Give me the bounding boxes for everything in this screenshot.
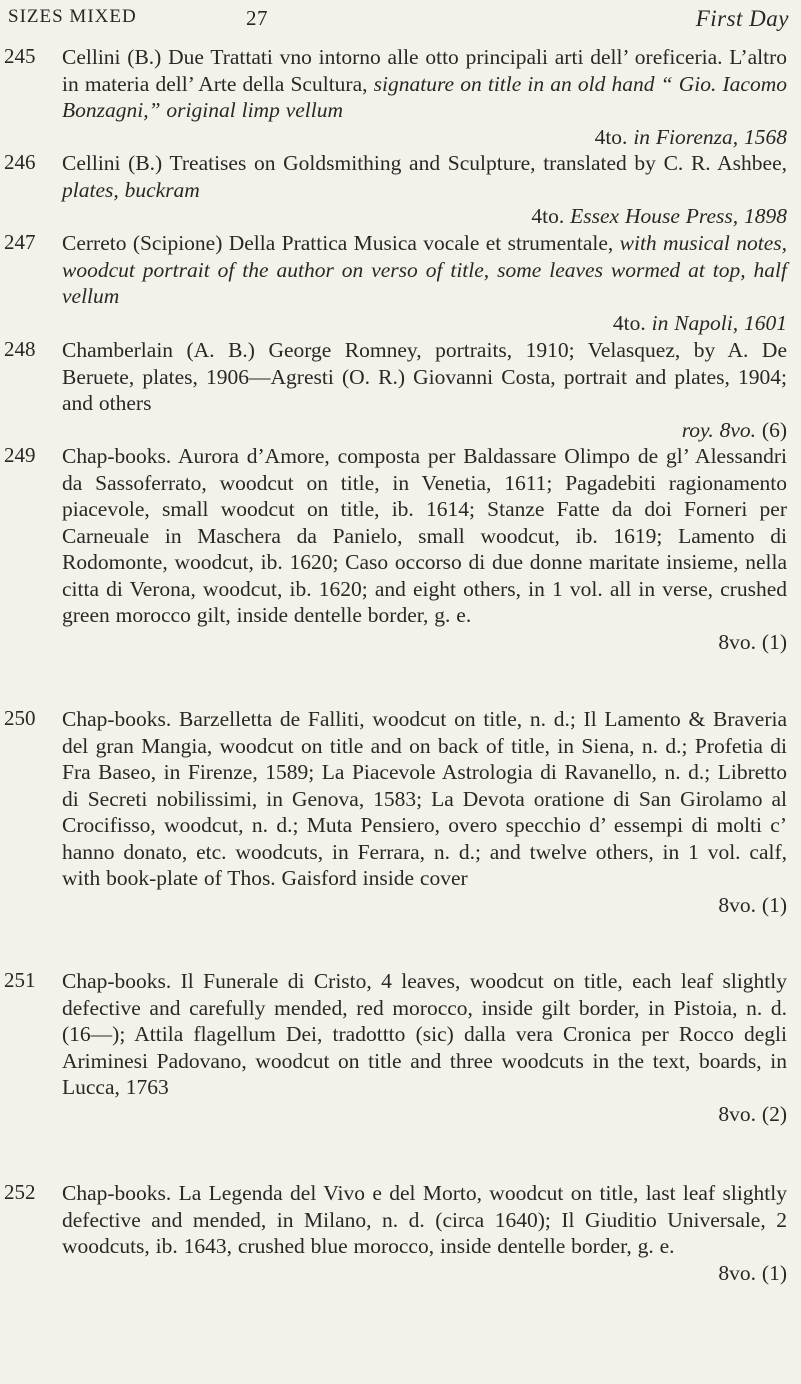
lot-format: 8vo. (718, 892, 757, 917)
lot-title: Chap-books. Barzelletta de Falliti, woodcut on title, n. d.; Il Lamento & Braveria del gran Mangia, woodcut on title and on back of title, in Siena, n. d.; Profetia di Fra Baseo, in Firenze, 1589; La Piacevole Astrologia di Ravanello, n. d.; Libretto di Secreti nobilissimi, in Genova, 1583; La Devota oratione di San Girolamo al Crocifisso, woodcut, n. d.; Muta Pensiero, overo specchio d’ essempi di molti c’ hanno donato, etc. woodcuts, in Ferrara, n. d.; and twelve others, in 1 vol. calf, with book-plate of Thos. Gaisford inside cover (62, 707, 787, 890)
lot-description (62, 968, 787, 1127)
lot-quantity: (1) (761, 892, 787, 917)
lot-format-line (62, 417, 787, 444)
lot-description (62, 230, 787, 336)
lot-number: 249 (4, 443, 36, 467)
lot-format-line (62, 203, 787, 230)
lot-description (62, 337, 787, 443)
lot-imprint: in Napoli, 1601 (651, 310, 787, 335)
lot-description (62, 44, 787, 150)
header-day-title: First Day (695, 6, 789, 31)
header-page-number: 27 (246, 6, 268, 30)
lot-imprint: in Fiorenza, 1568 (633, 124, 787, 149)
lot-format-line (62, 1101, 787, 1128)
lot-description (62, 1180, 787, 1286)
lot-format: 8vo. (718, 1260, 757, 1285)
lot-format-line (62, 310, 787, 337)
lot-number: 247 (4, 230, 36, 254)
lot-title: Cellini (B.) Due Trattati vno intorno alle otto principali arti dell’ oreficeria. L’altro in materia dell’ Arte della Scultura, (62, 45, 787, 96)
lot-title: Cellini (B.) Treatises on Goldsmithing and Sculpture, translated by C. R. Ashbee, (62, 151, 787, 175)
lot-format: 4to. (612, 310, 646, 335)
lot-title: Chamberlain (A. B.) George Romney, portraits, 1910; Velasquez, by A. De Beruete, plates, 1906—Agresti (O. R.) Giovanni Costa, portrait and plates, 1904; and others (62, 338, 787, 415)
lot-description (62, 443, 787, 655)
lot-imprint: Essex House Press, 1898 (570, 204, 787, 228)
lot-quantity: (1) (761, 629, 787, 654)
lot-quantity: (2) (761, 1101, 787, 1126)
lot-format: 8vo. (718, 629, 757, 654)
lot-quantity: (1) (761, 1260, 787, 1285)
lot-number: 245 (4, 44, 36, 68)
lot-format: 8vo. (718, 1101, 757, 1126)
lot-condition-note: with musical notes, woodcut portrait of the author on verso of title, some leaves wormed at top, half vellum (62, 231, 787, 308)
lot-condition-note: plates, buckram (62, 177, 200, 202)
header-section-title: SIZES MIXED (8, 6, 137, 27)
lot-number: 246 (4, 150, 36, 174)
lot-format-line (62, 892, 787, 919)
lot-format: 4to. (531, 204, 565, 228)
lot-number: 250 (4, 706, 36, 730)
lot-description (62, 706, 787, 918)
lot-format-line (62, 124, 787, 151)
lot-description (62, 150, 787, 230)
lot-title: Chap-books. Aurora d’Amore, composta per Baldassare Olimpo de gl’ Alessandri da Sassoferrato, woodcut on title, in Venetia, 1611; Pagadebiti ragionamento piacevole, small woodcut on title, ib. 1614; Stanze Fatte da doi Forneri per Carneuale in Maschera da Panielo, small woodcut, ib. 1619; Lamento di Rodomonte, woodcut, ib. 1620; Caso occorso di due donne maritate insieme, nella citta di Verona, woodcut, ib. 1620; and eight others, in 1 vol. all in verse, crushed green morocco gilt, inside dentelle border, g. e. (62, 444, 787, 627)
lot-title: Chap-books. La Legenda del Vivo e del Morto, woodcut on title, last leaf slightly defective and mended, in Milano, n. d. (circa 1640); Il Giuditio Universale, 2 woodcuts, ib. 1643, crushed blue morocco, inside dentelle border, g. e. (62, 1181, 787, 1258)
lot-number: 252 (4, 1180, 36, 1204)
page-header (4, 6, 789, 36)
lot-title: Cerreto (Scipione) Della Prattica Musica vocale et strumentale, (62, 231, 620, 255)
lot-quantity: (6) (761, 417, 787, 442)
lot-format: 4to. (594, 124, 628, 149)
lot-condition-note: signature on title in an old hand “ Gio. Iacomo Bonzagni,” original limp vellum (62, 71, 787, 122)
lot-format-line (62, 1260, 787, 1287)
lot-title: Chap-books. Il Funerale di Cristo, 4 leaves, woodcut on title, each leaf slightly defective and carefully mended, red morocco, inside gilt border, in Pistoia, n. d. (16—); Attila flagellum Dei, tradottto (sic) dalla vera Cronica per Rocco degli Ariminesi Padovano, woodcut on title and three woodcuts in the text, boards, in Lucca, 1763 (62, 969, 787, 1099)
lot-format: roy. 8vo. (681, 417, 757, 442)
lot-number: 251 (4, 968, 36, 992)
lot-format-line (62, 629, 787, 656)
lot-number: 248 (4, 337, 36, 361)
